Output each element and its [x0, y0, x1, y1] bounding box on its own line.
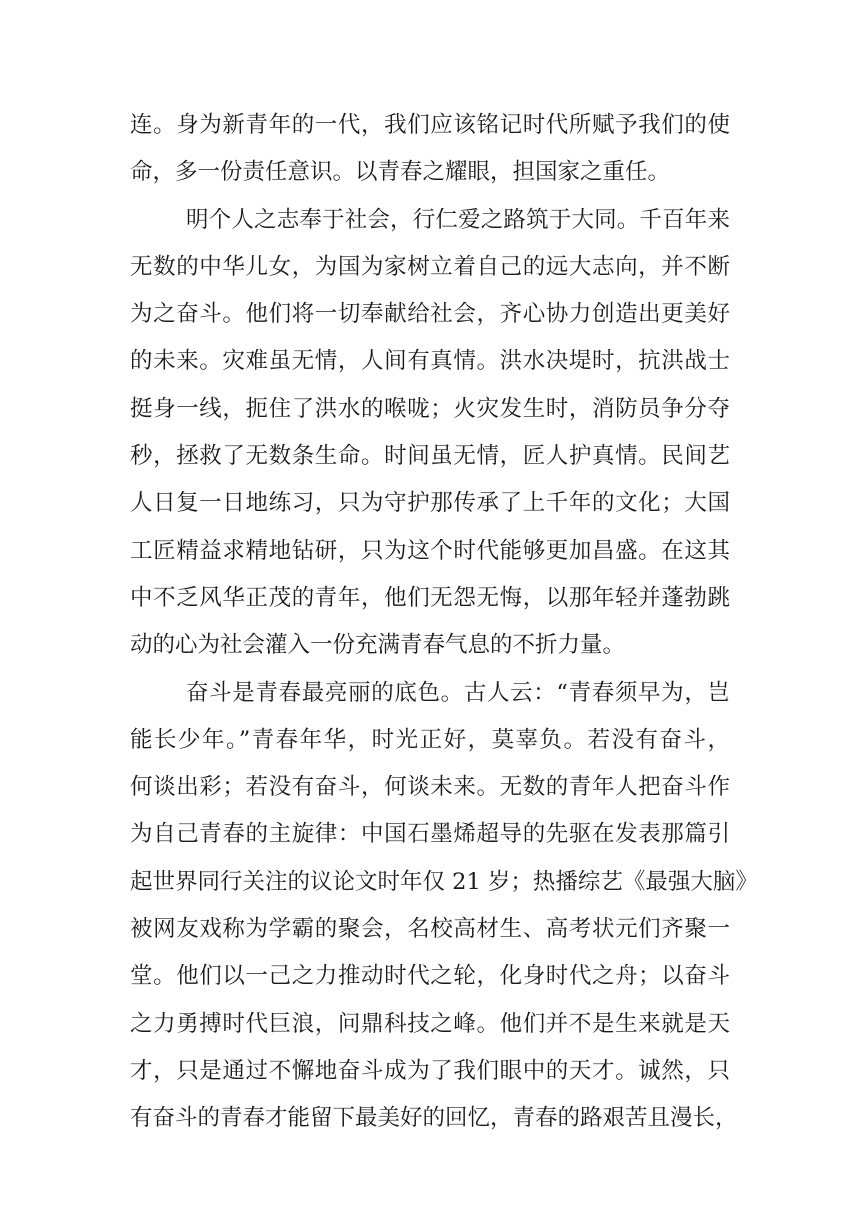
- text-line: 奋斗是青春最亮丽的底色。古人云：“青春须早为，岂: [186, 679, 730, 706]
- text-line: 被网友戏称为学霸的聚会，名校高材生、高考状元们齐聚一: [130, 916, 730, 943]
- text-line: 为之奋斗。他们将一切奉献给社会，齐心协力创造出更美好: [130, 301, 730, 328]
- text-line: 何谈出彩；若没有奋斗，何谈未来。无数的青年人把奋斗作: [130, 774, 730, 801]
- text-line: 有奋斗的青春才能留下最美好的回忆，青春的路艰苦且漫长，: [130, 1105, 738, 1132]
- text-line: 明个人之志奉于社会，行仁爱之路筑于大同。千百年来: [186, 206, 730, 233]
- text-line: 连。身为新青年的一代，我们应该铭记时代所赋予我们的使: [130, 112, 730, 138]
- text-line: 挺身一线，扼住了洪水的喉咙；火灾发生时，消防员争分夺: [130, 395, 730, 422]
- text-line: 动的心为社会灌入一份充满青春气息的不折力量。: [130, 632, 626, 659]
- text-line: 才，只是通过不懈地奋斗成为了我们眼中的天才。诚然，只: [130, 1057, 730, 1084]
- text-line: 堂。他们以一己之力推动时代之轮，化身时代之舟；以奋斗: [130, 963, 730, 990]
- text-line: 秒，拯救了无数条生命。时间虽无情，匠人护真情。民间艺: [130, 443, 730, 470]
- text-line: 命，多一份责任意识。以青春之耀眼，担国家之重任。: [130, 159, 671, 186]
- text-line: 之力勇搏时代巨浪，问鼎科技之峰。他们并不是生来就是天: [130, 1010, 730, 1037]
- text-line: 的未来。灾难虽无情，人间有真情。洪水决堤时，抗洪战士: [130, 348, 730, 375]
- text-line: 为自己青春的主旋律：中国石墨烯超导的先驱在发表那篇引: [130, 821, 730, 848]
- text-line: 起世界同行关注的议论文时年仅 21 岁；热播综艺《最强大脑》: [130, 868, 758, 895]
- document-body: [130, 102, 758, 1143]
- paragraph-1: [130, 102, 730, 197]
- text-line: 工匠精益求精地钻研，只为这个时代能够更加昌盛。在这其: [130, 537, 730, 564]
- paragraph-3: [130, 670, 758, 1143]
- paragraph-2: [130, 197, 730, 670]
- text-line: 中不乏风华正茂的青年，他们无怨无悔，以那年轻并蓬勃跳: [130, 584, 730, 611]
- text-line: 无数的中华儿女，为国为家树立着自己的远大志向，并不断: [130, 253, 730, 280]
- text-line: 能长少年。”青春年华，时光正好，莫辜负。若没有奋斗，: [130, 726, 730, 753]
- text-line: 人日复一日地练习，只为守护那传承了上千年的文化；大国: [130, 490, 730, 517]
